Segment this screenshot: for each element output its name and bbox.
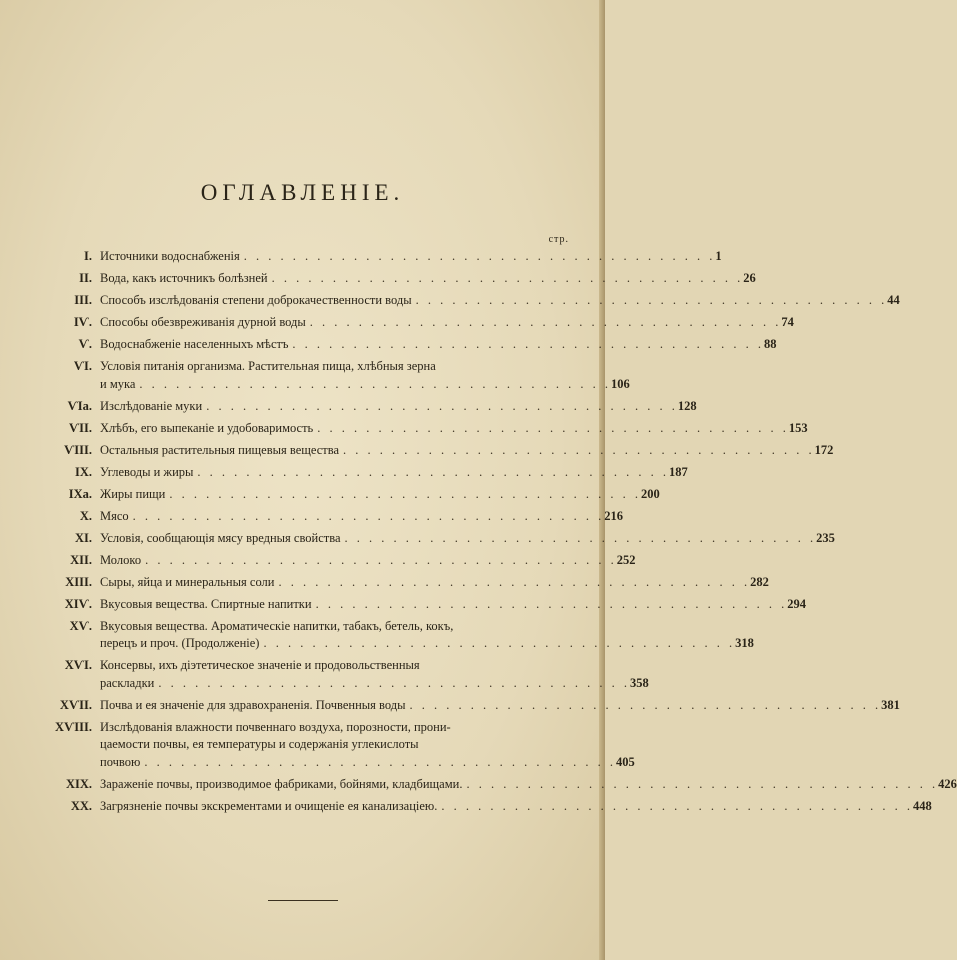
- page-number: 318: [735, 636, 754, 650]
- chapter-title-line: Вкусовыя вещества. Ароматическіе напитки, табакъ, бетель, кокъ,: [100, 618, 454, 633]
- page-number: 187: [669, 464, 688, 479]
- chapter-title: Вкусовыя вещества. Спиртные напитки: [100, 596, 312, 611]
- chapter-number: XIX.: [65, 776, 92, 791]
- page-number: 44: [887, 293, 900, 307]
- leader-dots: . . . . . . . . . . . . . . . . . . . . . . . . . . . . . . . . . . . . . . .: [315, 596, 788, 611]
- chapter-title: Водоснабженіе населенныхъ мѣстъ: [100, 337, 289, 351]
- leader-dots: . . . . . . . . . . . . . . . . . . . . . . . . . . . . . . . . . . . . . . .: [292, 337, 765, 351]
- chapter-number: XѴ.: [69, 618, 92, 633]
- chapter-title: Сыры, яйца и минеральныя соли: [100, 574, 275, 589]
- leader-dots: . . . . . . . . . . . . . . . . . . . . . . . . . . . . . . . . . . . . . . .: [144, 754, 616, 769]
- toc-entry: [0, 657, 649, 692]
- chapter-number: ѴIа.: [67, 398, 92, 413]
- chapter-title: Источники водоснабженія: [100, 249, 240, 263]
- chapter-title: Изслѣдованіе муки: [100, 398, 203, 413]
- page-number: 282: [750, 574, 769, 589]
- chapter-number: ѴI.: [73, 359, 92, 373]
- page-number: 153: [788, 420, 808, 435]
- chapter-number: IѴ.: [73, 315, 92, 329]
- chapter-title: и мука: [100, 376, 136, 391]
- toc-entry: [0, 248, 722, 266]
- leader-dots: . . . . . . . . . . . . . . . . . . . . . . . . . . . . . . . . . . . . . . .: [139, 376, 612, 391]
- page-number: 26: [743, 271, 756, 285]
- chapter-title: раскладки: [100, 675, 155, 690]
- chapter-title: Условія, сообщающія мясу вредныя свойства: [100, 530, 341, 545]
- page-number: 252: [616, 552, 636, 567]
- toc-entry: [0, 486, 660, 504]
- toc-entry: [0, 574, 769, 592]
- chapter-number: XIII.: [65, 574, 92, 589]
- page-number: 381: [881, 697, 900, 712]
- chapter-title: Молоко: [100, 552, 142, 567]
- chapter-number: X.: [79, 508, 92, 523]
- chapter-title: Способъ изслѣдованія степени доброкачественности воды: [100, 293, 412, 307]
- chapter-number: ѴIII.: [64, 442, 92, 457]
- page-number: 294: [787, 596, 806, 611]
- leader-dots: . . . . . . . . . . . . . . . . . . . . . . . . . . . . . . . . . . . . . . .: [344, 530, 817, 545]
- chapter-title: Почва и ея значеніе для здравохраненія. Почвенныя воды: [100, 697, 406, 712]
- chapter-number: IX.: [74, 464, 92, 479]
- toc-entry: [0, 530, 835, 548]
- chapter-number: XII.: [70, 552, 92, 567]
- leader-dots: . . . . . . . . . . . . . . . . . . . . . . . . . . . . . . . . . . . . . . .: [466, 776, 939, 791]
- toc-entry: [0, 398, 697, 416]
- toc-entry: [0, 270, 756, 288]
- toc-entry: [0, 596, 806, 614]
- toc-entry: [0, 508, 624, 526]
- page-number: 128: [677, 398, 697, 413]
- chapter-title-line: цаемости почвы, ея температуры и содержанія углекислоты: [100, 737, 419, 751]
- toc-entry: [0, 552, 636, 570]
- page-number: 235: [816, 530, 835, 545]
- chapter-title: Мясо: [100, 508, 129, 523]
- chapter-title: Остальныя растительныя пищевыя вещества: [100, 442, 340, 457]
- chapter-title: Жиры пищи: [100, 486, 166, 501]
- chapter-number: XѴIII.: [55, 719, 92, 734]
- toc-entry: [0, 420, 808, 438]
- leader-dots: . . . . . . . . . . . . . . . . . . . . . . . . . . . . . . . . . . . . . . .: [441, 798, 913, 813]
- toc-entry: [0, 719, 635, 772]
- chapter-title-line: Консервы, ихъ діэтетическое значеніе и продовольственныя: [100, 658, 420, 672]
- page-number: 1: [715, 249, 722, 263]
- leader-dots: . . . . . . . . . . . . . . . . . . . . . . . . . . . . . . . . . . . . . . .: [415, 293, 888, 307]
- chapter-title: Способы обезвреживанія дурной воды: [100, 315, 306, 329]
- chapter-title: перецъ и проч. (Продолженіе): [100, 636, 260, 650]
- leader-dots: . . . . . . . . . . . . . . . . . . . . . . . . . . . . . . . . . . . . . . .: [197, 464, 670, 479]
- leader-dots: . . . . . . . . . . . . . . . . . . . . . . . . . . . . . . . . . . . . . . .: [278, 574, 751, 589]
- page-number: 216: [604, 508, 624, 523]
- leader-dots: . . . . . . . . . . . . . . . . . . . . . . . . . . . . . . . . . . . . . . .: [169, 486, 641, 501]
- leader-dots: . . . . . . . . . . . . . . . . . . . . . . . . . . . . . . . . . . . . . . .: [145, 552, 617, 567]
- chapter-title: Хлѣбъ, его выпеканіе и удобоваримость: [100, 420, 314, 435]
- toc-entry: [0, 292, 900, 310]
- chapter-number: XѴI.: [64, 658, 92, 672]
- chapter-title: Углеводы и жиры: [100, 464, 194, 479]
- toc-entry: [0, 464, 688, 482]
- page-number: 448: [913, 798, 932, 813]
- leader-dots: . . . . . . . . . . . . . . . . . . . . . . . . . . . . . . . . . . . . . . .: [343, 442, 815, 457]
- chapter-number: II.: [79, 271, 92, 285]
- chapter-number: I.: [84, 249, 92, 263]
- toc-entry: [0, 776, 957, 794]
- toc-entry: [0, 798, 932, 816]
- page-number: 88: [764, 337, 777, 351]
- chapter-number: IХа.: [68, 486, 92, 501]
- chapter-number: XѴII.: [59, 697, 92, 712]
- toc-entry: [0, 314, 794, 332]
- chapter-title-line: Условія питанія организма. Растительная пища, хлѣбныя зерна: [100, 359, 436, 373]
- page-number: 358: [629, 675, 649, 690]
- toc-entry: [0, 442, 834, 460]
- chapter-number: III.: [74, 293, 92, 307]
- page-number: 74: [781, 315, 794, 329]
- chapter-number: Ѵ.: [78, 337, 92, 351]
- page-number: 106: [611, 376, 630, 391]
- closing-rule: [268, 900, 338, 901]
- chapter-number: XI.: [74, 530, 92, 545]
- page-number: 426: [938, 776, 957, 791]
- chapter-title: почвою: [100, 754, 141, 769]
- page-title: ОГЛАВЛЕНІЕ.: [200, 180, 405, 205]
- toc-entry: [0, 358, 630, 393]
- toc-entry: [0, 336, 777, 354]
- page-number: 200: [640, 486, 660, 501]
- leader-dots: . . . . . . . . . . . . . . . . . . . . . . . . . . . . . . . . . . . . . . .: [132, 508, 605, 523]
- leader-dots: . . . . . . . . . . . . . . . . . . . . . . . . . . . . . . . . . . . . . . .: [158, 675, 630, 690]
- chapter-title-line: Изслѣдованія влажности почвеннаго воздуха, порозности, прони-: [100, 719, 451, 734]
- chapter-number: ѴII.: [68, 420, 92, 435]
- leader-dots: . . . . . . . . . . . . . . . . . . . . . . . . . . . . . . . . . . . . . . .: [243, 249, 716, 263]
- table-of-contents: [0, 248, 957, 820]
- page-column-label: стр.: [548, 234, 569, 245]
- chapter-title: Вода, какъ источникъ болѣзней: [100, 271, 268, 285]
- toc-entry: [0, 697, 900, 715]
- toc-entry: [0, 618, 754, 653]
- chapter-title: Загрязненіе почвы экскрементами и очищеніе ея канализаціею.: [100, 798, 438, 813]
- leader-dots: . . . . . . . . . . . . . . . . . . . . . . . . . . . . . . . . . . . . . . .: [263, 636, 736, 650]
- leader-dots: . . . . . . . . . . . . . . . . . . . . . . . . . . . . . . . . . . . . . . .: [271, 271, 744, 285]
- page-number: 405: [615, 754, 635, 769]
- leader-dots: . . . . . . . . . . . . . . . . . . . . . . . . . . . . . . . . . . . . . . .: [409, 697, 882, 712]
- page-number: 172: [814, 442, 834, 457]
- chapter-number: XX.: [70, 798, 92, 813]
- leader-dots: . . . . . . . . . . . . . . . . . . . . . . . . . . . . . . . . . . . . . . .: [206, 398, 678, 413]
- leader-dots: . . . . . . . . . . . . . . . . . . . . . . . . . . . . . . . . . . . . . . .: [309, 315, 782, 329]
- chapter-title: Зараженіе почвы, производимое фабриками, бойнями, кладбищами.: [100, 776, 463, 791]
- chapter-number: XIѴ.: [64, 596, 92, 611]
- leader-dots: . . . . . . . . . . . . . . . . . . . . . . . . . . . . . . . . . . . . . . .: [317, 420, 789, 435]
